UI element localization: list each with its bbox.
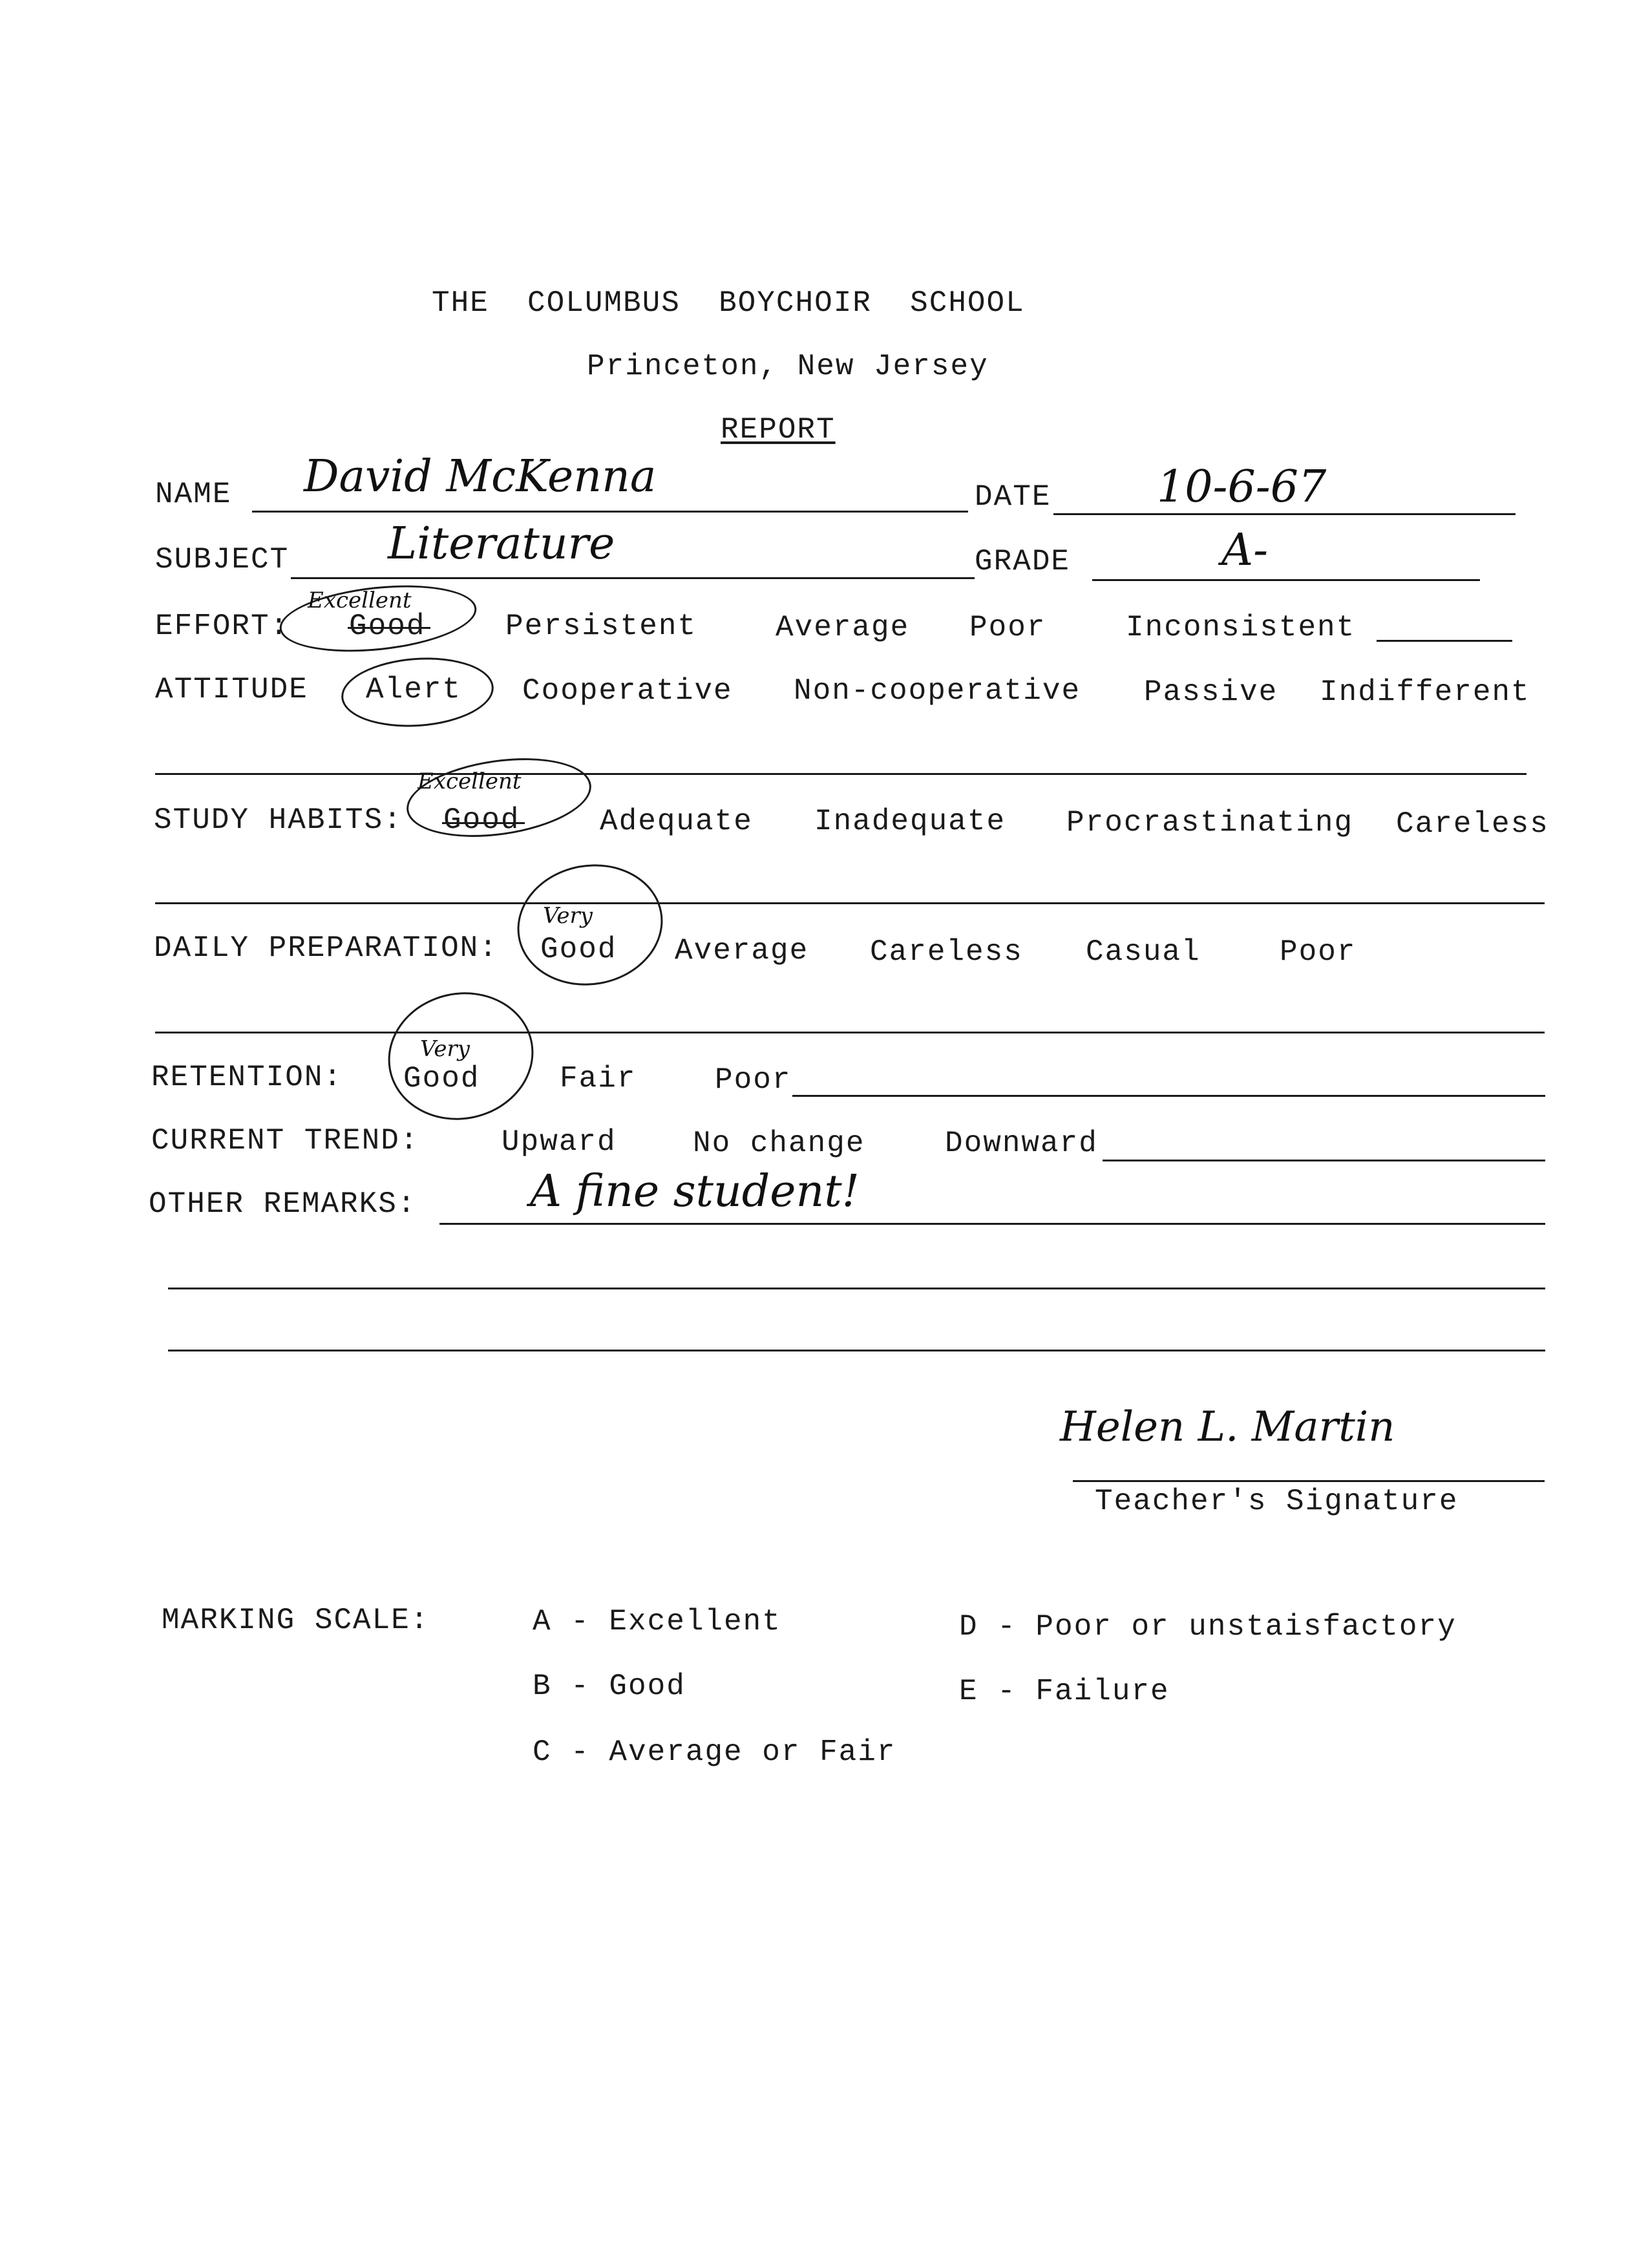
daily-preparation-option-poor: Poor	[1280, 935, 1357, 969]
other-remarks-label: OTHER REMARKS:	[149, 1187, 417, 1221]
effort-label: EFFORT:	[155, 609, 290, 643]
marking-scale-label: MARKING SCALE:	[162, 1604, 430, 1637]
attitude-option-cooperative: Cooperative	[522, 674, 733, 708]
name-label: NAME	[155, 478, 232, 511]
subject-line	[291, 577, 975, 579]
subject-label: SUBJECT	[155, 543, 290, 577]
marking-scale-e: E - Failure	[959, 1675, 1170, 1708]
rule-after-daily-preparation	[155, 1032, 1545, 1033]
effort-annotation: Excellent	[308, 588, 412, 613]
study-habits-option-careless: Careless	[1396, 807, 1549, 841]
current-trend-option-upward: Upward	[502, 1125, 617, 1159]
retention-label: RETENTION:	[151, 1061, 343, 1094]
study-habits-option-inadequate: Inadequate	[814, 805, 1006, 838]
other-remarks-value: A fine student!	[530, 1166, 860, 1217]
effort-option-good: Good	[349, 609, 426, 643]
effort-option-inconsistent: Inconsistent	[1126, 611, 1356, 644]
effort-line	[1377, 640, 1512, 642]
daily-preparation-label: DAILY PREPARATION:	[154, 931, 498, 965]
daily-preparation-option-average: Average	[675, 934, 809, 968]
study-habits-option-good: Good	[443, 803, 520, 837]
retention-line	[792, 1095, 1545, 1097]
study-habits-label: STUDY HABITS:	[154, 803, 403, 837]
grade-value: A-	[1221, 525, 1269, 576]
effort-good-strike	[348, 627, 430, 629]
date-line	[1053, 513, 1516, 515]
marking-scale-d: D - Poor or unstaisfactory	[959, 1610, 1457, 1644]
rule-after-attitude	[155, 773, 1527, 775]
report-heading: REPORT	[721, 413, 836, 447]
daily-preparation-option-casual: Casual	[1086, 935, 1201, 969]
current-trend-option-downward: Downward	[945, 1127, 1098, 1160]
retention-option-good: Good	[403, 1062, 480, 1096]
attitude-option-non-cooperative: Non-cooperative	[794, 674, 1081, 708]
effort-option-persistent: Persistent	[505, 609, 697, 643]
study-habits-annotation: Excellent	[417, 768, 522, 794]
daily-preparation-annotation: Very	[543, 903, 593, 929]
daily-preparation-option-careless: Careless	[870, 935, 1023, 969]
study-habits-option-adequate: Adequate	[600, 805, 753, 838]
name-line	[252, 511, 968, 513]
daily-preparation-option-good: Good	[540, 933, 617, 966]
marking-scale-b: B - Good	[533, 1669, 686, 1703]
current-trend-label: CURRENT TREND:	[151, 1124, 419, 1158]
other-remarks-line-1	[439, 1223, 1545, 1225]
attitude-option-passive: Passive	[1144, 675, 1278, 709]
grade-line	[1092, 579, 1480, 581]
current-trend-option-no-change: No change	[693, 1127, 865, 1160]
attitude-label: ATTITUDE	[155, 673, 308, 706]
subject-value: Literature	[388, 518, 615, 569]
retention-option-poor: Poor	[715, 1063, 792, 1097]
signature-label: Teacher's Signature	[1095, 1485, 1459, 1518]
school-location: Princeton, New Jersey	[587, 350, 989, 383]
name-value: David McKenna	[304, 451, 657, 502]
attitude-option-alert: Alert	[366, 673, 462, 706]
retention-option-fair: Fair	[560, 1062, 637, 1096]
marking-scale-c: C - Average or Fair	[533, 1735, 896, 1769]
other-remarks-line-2	[168, 1288, 1545, 1289]
date-label: DATE	[975, 480, 1051, 514]
attitude-option-indifferent: Indifferent	[1320, 675, 1530, 709]
school-title: THE COLUMBUS BOYCHOIR SCHOOL	[432, 286, 1025, 320]
grade-label: GRADE	[975, 545, 1071, 578]
marking-scale-a: A - Excellent	[533, 1605, 781, 1638]
retention-annotation: Very	[420, 1036, 470, 1062]
signature-line	[1073, 1480, 1545, 1482]
teacher-signature: Helen L. Martin	[1060, 1403, 1395, 1451]
date-value: 10-6-67	[1157, 461, 1327, 513]
effort-option-average: Average	[776, 611, 910, 644]
study-habits-option-procrastinating: Procrastinating	[1066, 806, 1354, 840]
rule-after-study-habits	[155, 902, 1545, 904]
study-habits-good-strike	[442, 822, 525, 824]
other-remarks-line-3	[168, 1350, 1545, 1351]
effort-option-poor: Poor	[969, 611, 1046, 644]
current-trend-line	[1103, 1160, 1545, 1161]
